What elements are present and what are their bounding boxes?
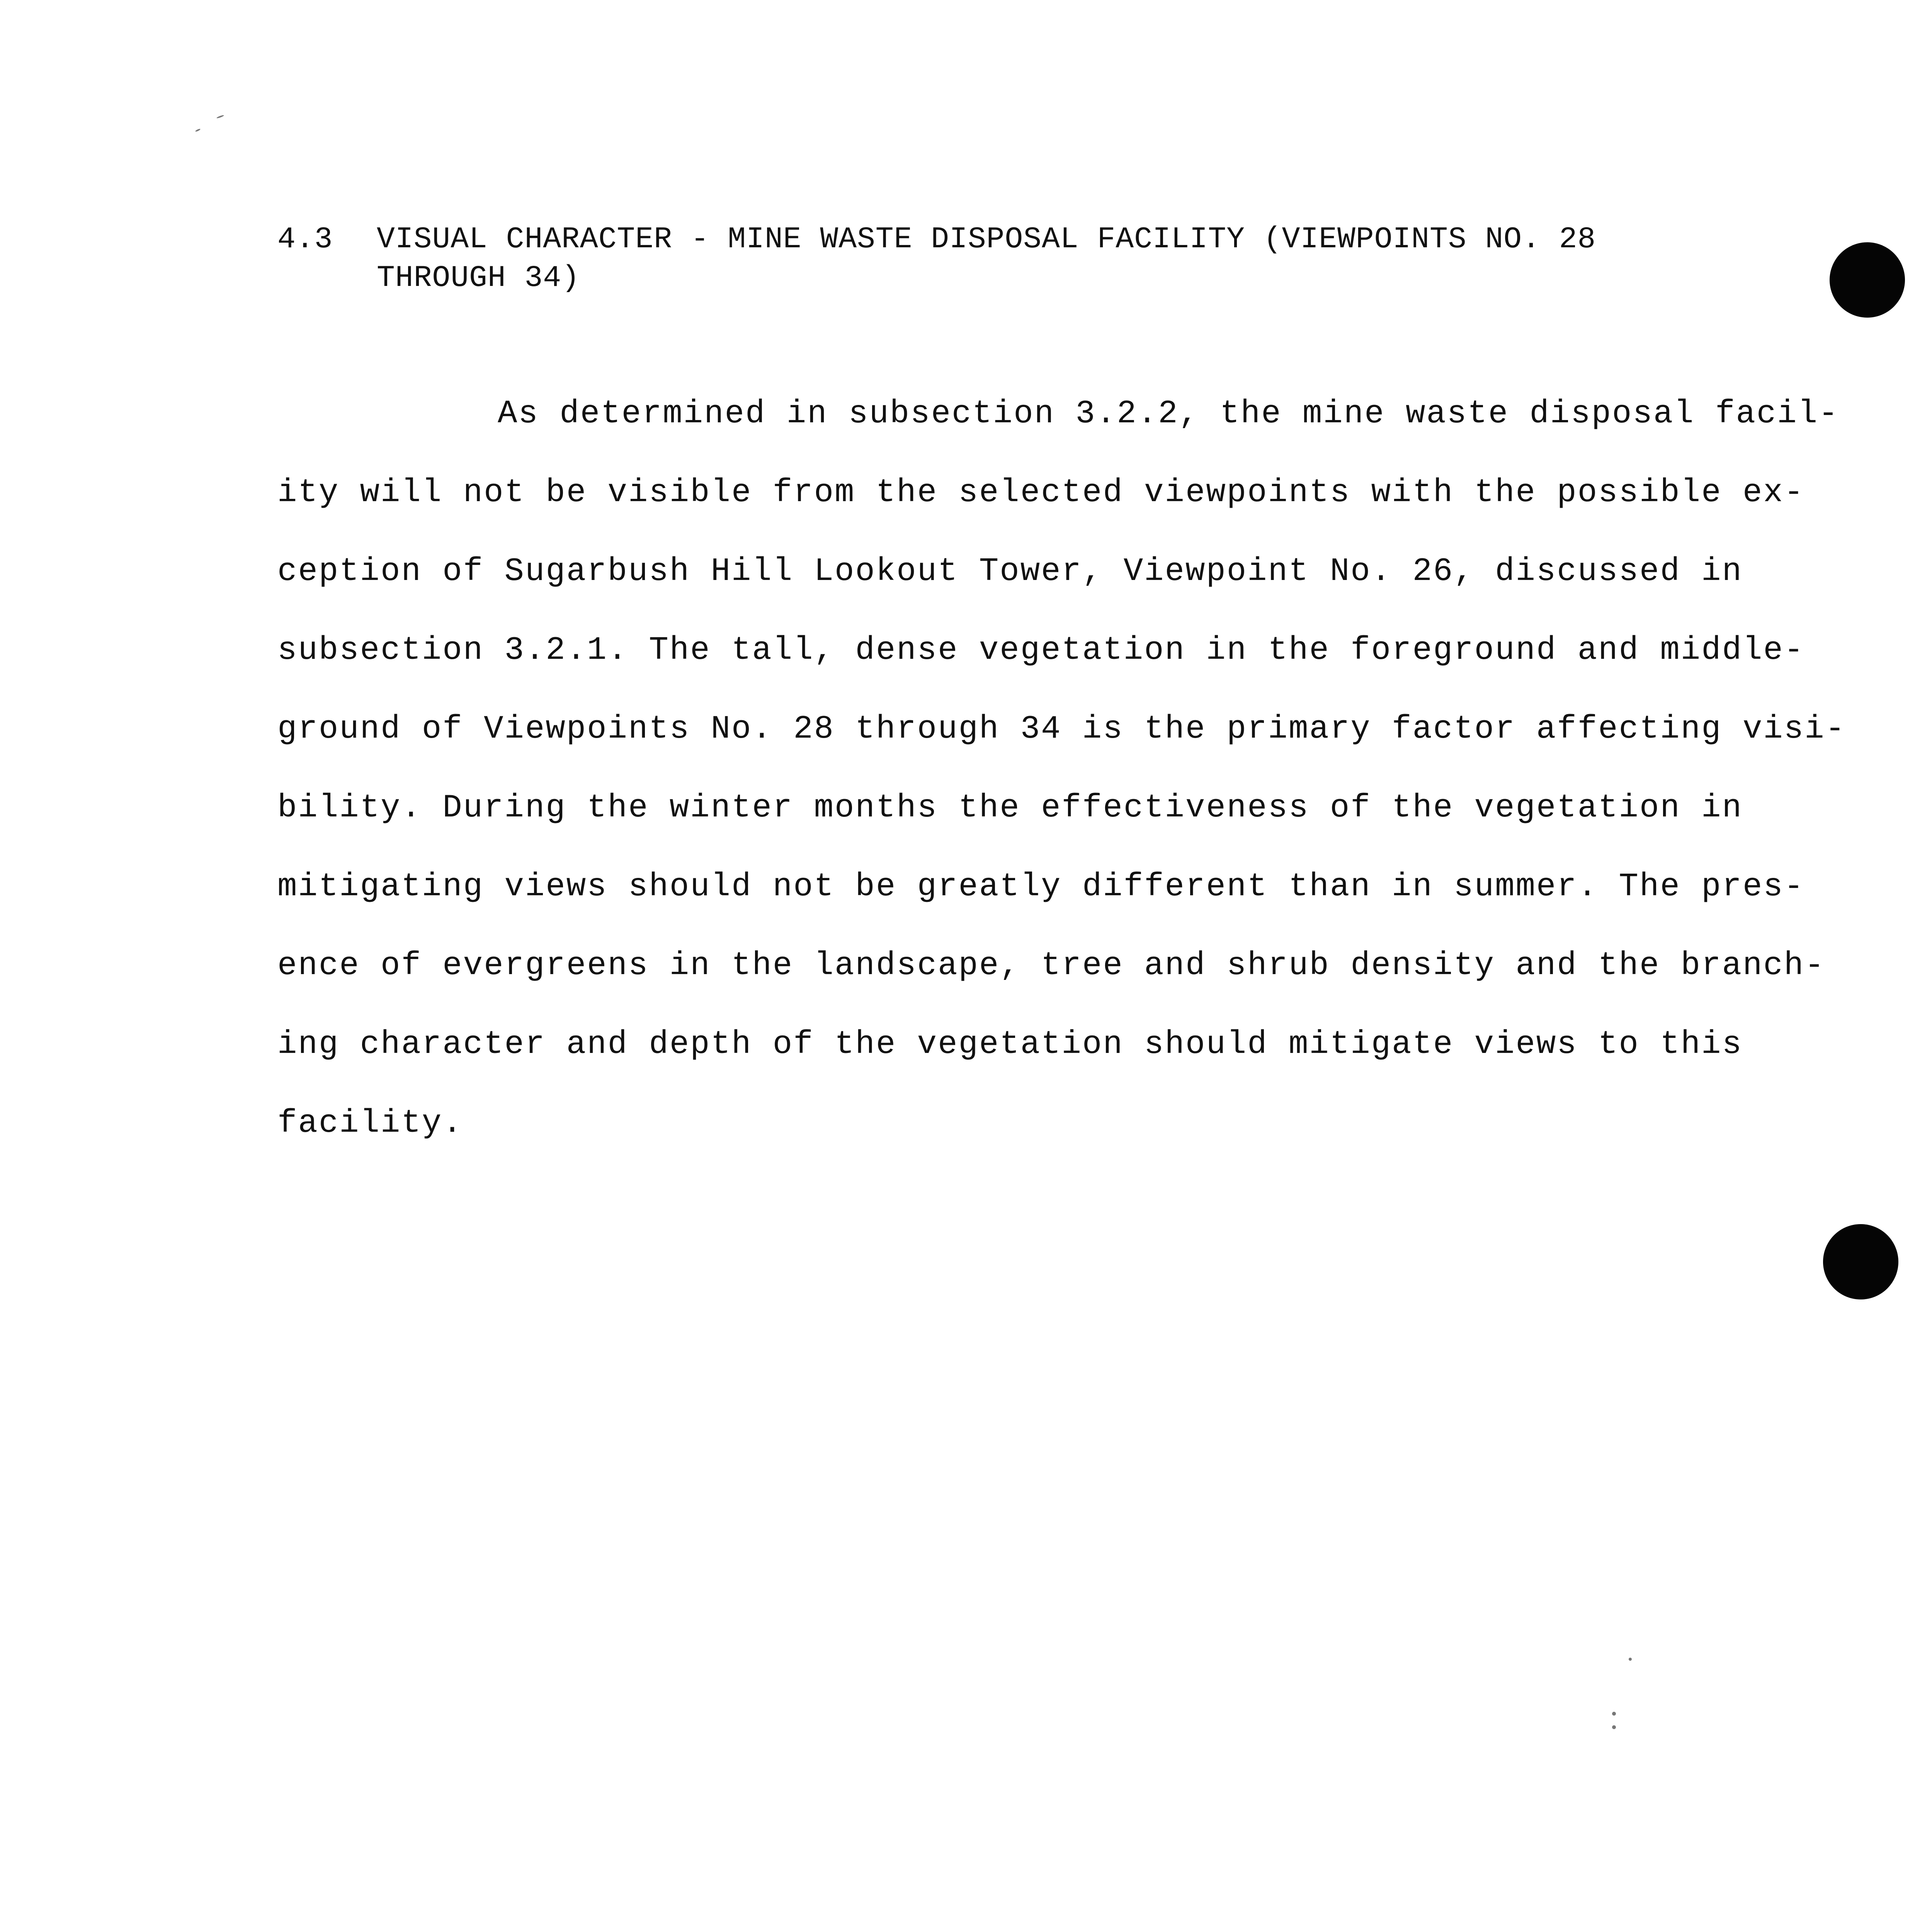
paragraph-line: ence of evergreens in the landscape, tree and shrub density and the branch- <box>277 947 1825 984</box>
paragraph-line: mitigating views should not be greatly different than in summer. The pres- <box>277 869 1805 905</box>
body-paragraph <box>277 375 1846 1163</box>
paragraph-line: ing character and depth of the vegetation should mitigate views to this <box>277 1026 1743 1063</box>
punch-hole-top <box>1830 242 1905 318</box>
scan-speck <box>1629 1658 1632 1661</box>
scan-speck <box>1612 1712 1616 1716</box>
paragraph-line: ground of Viewpoints No. 28 through 34 is the primary factor affecting visi- <box>277 711 1846 748</box>
paragraph-line: facility. <box>277 1105 463 1142</box>
paragraph-line: ception of Sugarbush Hill Lookout Tower, Viewpoint No. 26, discussed in <box>277 553 1743 590</box>
section-heading: VISUAL CHARACTER - MINE WASTE DISPOSAL FACILITY (VIEWPOINTS NO. 28 THROUGH 34) <box>377 223 1596 295</box>
paragraph-line: subsection 3.2.1. The tall, dense vegetation in the foreground and middle- <box>277 632 1805 669</box>
scan-speck <box>195 128 201 132</box>
paragraph-line: ity will not be visible from the selected viewpoints with the possible ex- <box>277 474 1805 511</box>
scan-speck <box>216 115 224 119</box>
paragraph-line: As determined in subsection 3.2.2, the mine waste disposal facil- <box>498 396 1839 432</box>
scan-speck <box>1612 1725 1616 1729</box>
punch-hole-middle <box>1823 1224 1898 1299</box>
section-number: 4.3 <box>277 223 333 257</box>
paragraph-line: bility. During the winter months the effectiveness of the vegetation in <box>277 790 1743 827</box>
